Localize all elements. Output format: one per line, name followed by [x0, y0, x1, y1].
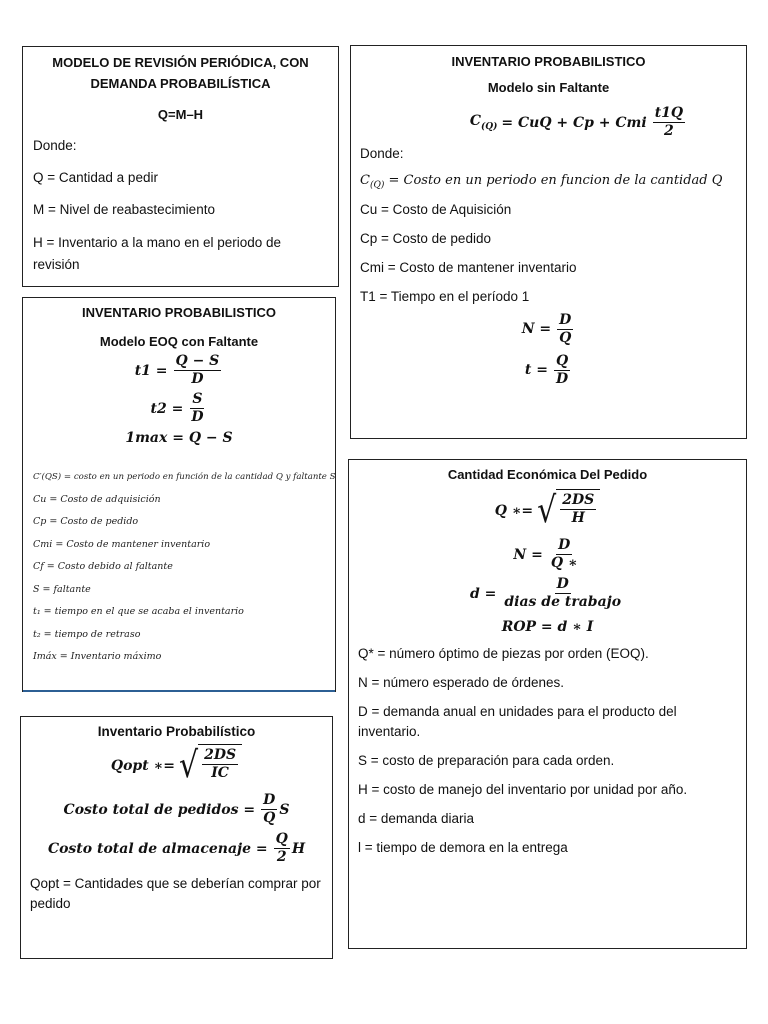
box3-t1-lhs: t1 =: [134, 362, 168, 379]
box4-ctp-equation: [21, 792, 332, 827]
box4-cta-num: Q: [275, 831, 288, 847]
box5-def-qstar: Q* = número óptimo de piezas por orden (EOQ).: [358, 646, 649, 661]
box5-q-num: 2DS: [562, 492, 595, 508]
box4-title: Inventario Probabilístico: [97, 724, 256, 739]
box5-def-l: l = tiempo de demora en la entrega: [358, 840, 568, 855]
box2-def-cu: Cu = Costo de Aquisición: [360, 201, 512, 217]
box5-d-num: D: [556, 576, 569, 592]
box4-qopt-num: 2DS: [204, 747, 237, 763]
box2-cq-rhs: = Costo en un periodo en funcion de la cantidad Q: [384, 173, 723, 188]
box5-def-n: N = número esperado de órdenes.: [358, 675, 565, 690]
box2-t-den: D: [555, 370, 569, 387]
box1-def-q: Q = Cantidad a pedir: [33, 170, 158, 185]
box2-t-lhs: t =: [524, 362, 548, 379]
box3-t1-den: D: [191, 371, 204, 387]
box4-qopt-den: IC: [211, 765, 229, 781]
box5-n-den: Q ∗: [550, 555, 578, 571]
box2-eq-num: t1Q: [654, 105, 684, 121]
box2-def-cp: Cp = Costo de pedido: [360, 230, 491, 246]
box3-t2-lhs: t2 =: [150, 400, 184, 417]
box2-n-equation: [351, 312, 746, 347]
box-eoq-con-faltante: [22, 297, 336, 692]
box4-qopt-lhs: Qopt ∗=: [110, 758, 175, 774]
box4-cta-den: 2: [276, 849, 287, 865]
box5-d-den: dias de trabajo: [504, 594, 622, 610]
box1-def-h: H = Inventario a la mano en el periodo de revisión: [33, 235, 282, 272]
box5-q-equation: [349, 489, 746, 533]
box3-def-t1: t₁ = tiempo en el que se acaba el inventario: [33, 606, 244, 617]
box3-bottom-rule: [23, 690, 335, 692]
box2-n-lhs: N =: [521, 321, 552, 338]
box2-eq-den: 2: [664, 123, 674, 139]
box2-eq-lhs: C: [469, 113, 482, 130]
box2-subtitle: Modelo sin Faltante: [487, 80, 610, 95]
box3-t1-num: Q − S: [175, 353, 220, 369]
box4-ctp-den: Q: [263, 810, 276, 826]
box3-def-cmi: Cmi = Costo de mantener inventario: [33, 538, 211, 550]
box4-ctp-tail: S: [279, 801, 290, 818]
box2-n-den: Q: [559, 329, 572, 346]
box-revision-periodica: [22, 46, 339, 287]
box4-cta-tail: H: [291, 840, 306, 857]
box3-def-s: S = faltante: [33, 583, 91, 595]
box2-t-num: Q: [555, 352, 569, 369]
box4-def-qopt: Qopt = Cantidades que se deberían comprar por pedido: [30, 876, 321, 911]
box3-def-t2: t₂ = tiempo de retraso: [33, 628, 141, 640]
box2-donde: Donde:: [360, 146, 404, 161]
box2-cq-lhs: C: [360, 173, 370, 188]
box4-sqrt: √ $\frac{2DS}{IC}$: [179, 744, 242, 788]
box5-q-lhs: Q ∗=: [494, 503, 534, 519]
box3-def-cp: Cp = Costo de pedido: [33, 516, 139, 527]
box2-main-equation: [411, 105, 746, 140]
box2-def-cmi: Cmi = Costo de mantener inventario: [360, 259, 577, 275]
box2-def-t1: T1 = Tiempo en el período 1: [360, 288, 530, 304]
box2-title: INVENTARIO PROBABILISTICO: [451, 54, 646, 69]
box2-eq-rhs: = CuQ + Cp + Cmi: [501, 114, 647, 131]
box3-subtitle: Modelo EOQ con Faltante: [99, 334, 259, 349]
box4-ctp-lhs: Costo total de pedidos =: [63, 801, 256, 818]
box2-cq-def: [360, 173, 737, 191]
box2-n-num: D: [559, 311, 572, 328]
box5-n-equation: [349, 537, 746, 572]
box4-cta-equation: [21, 831, 332, 866]
box3-def-imax: Imáx = Inventario máximo: [33, 651, 162, 662]
box3-t2-den: D: [191, 409, 204, 425]
box5-def-h: H = costo de manejo del inventario por unidad por año.: [358, 782, 688, 797]
box4-qopt-equation: [21, 744, 332, 788]
box3-def-cu: Cu = Costo de adquisición: [33, 493, 161, 505]
box3-def-cf: Cf = Costo debido al faltante: [33, 561, 173, 572]
box5-n-lhs: N =: [513, 546, 543, 563]
box5-rop-equation: ROP = d ∗ I: [501, 619, 594, 635]
box1-def-m: M = Nivel de reabastecimiento: [33, 202, 215, 217]
box3-t2-num: S: [192, 391, 203, 407]
box2-t-equation: [351, 353, 746, 388]
box1-title: MODELO DE REVISIÓN PERIÓDICA, CON DEMANDA PROBABILÍSTICA: [52, 55, 309, 91]
box3-t2-equation: [23, 391, 335, 426]
box5-q-den: H: [571, 510, 585, 526]
box-modelo-sin-faltante: [350, 45, 747, 439]
box5-def-s: S = costo de preparación para cada orden.: [358, 753, 615, 768]
box4-ctp-num: D: [263, 792, 276, 808]
box5-def-dd: d = demanda diaria: [358, 811, 474, 826]
box3-title: INVENTARIO PROBABILISTICO: [81, 305, 277, 320]
box-inventario-probabilistico-qopt: [20, 716, 333, 959]
box5-def-d: D = demanda anual en unidades para el producto del inventario.: [358, 704, 677, 739]
box5-title: Cantidad Económica Del Pedido: [447, 467, 648, 482]
box-cantidad-economica: [348, 459, 747, 949]
box3-def-cqs: C′(QS) = costo en un periodo en función de la cantidad Q y faltante S: [33, 472, 336, 482]
box2-cq-sub: (Q): [369, 180, 385, 191]
box4-cta-lhs: Costo total de almacenaje =: [47, 840, 268, 857]
box3-t1-equation: [23, 353, 335, 388]
box3-imax-equation: 1max = Q − S: [125, 430, 233, 446]
box5-d-lhs: d =: [469, 585, 497, 602]
box5-sqrt: √ $\frac{2DS}{H}$: [537, 489, 600, 533]
box5-n-num: D: [558, 537, 571, 553]
box1-donde: Donde:: [33, 138, 77, 153]
box1-formula: Q=M–H: [157, 107, 204, 122]
box5-d-equation: [349, 576, 746, 611]
box2-eq-lhs-sub: (Q): [481, 121, 498, 132]
